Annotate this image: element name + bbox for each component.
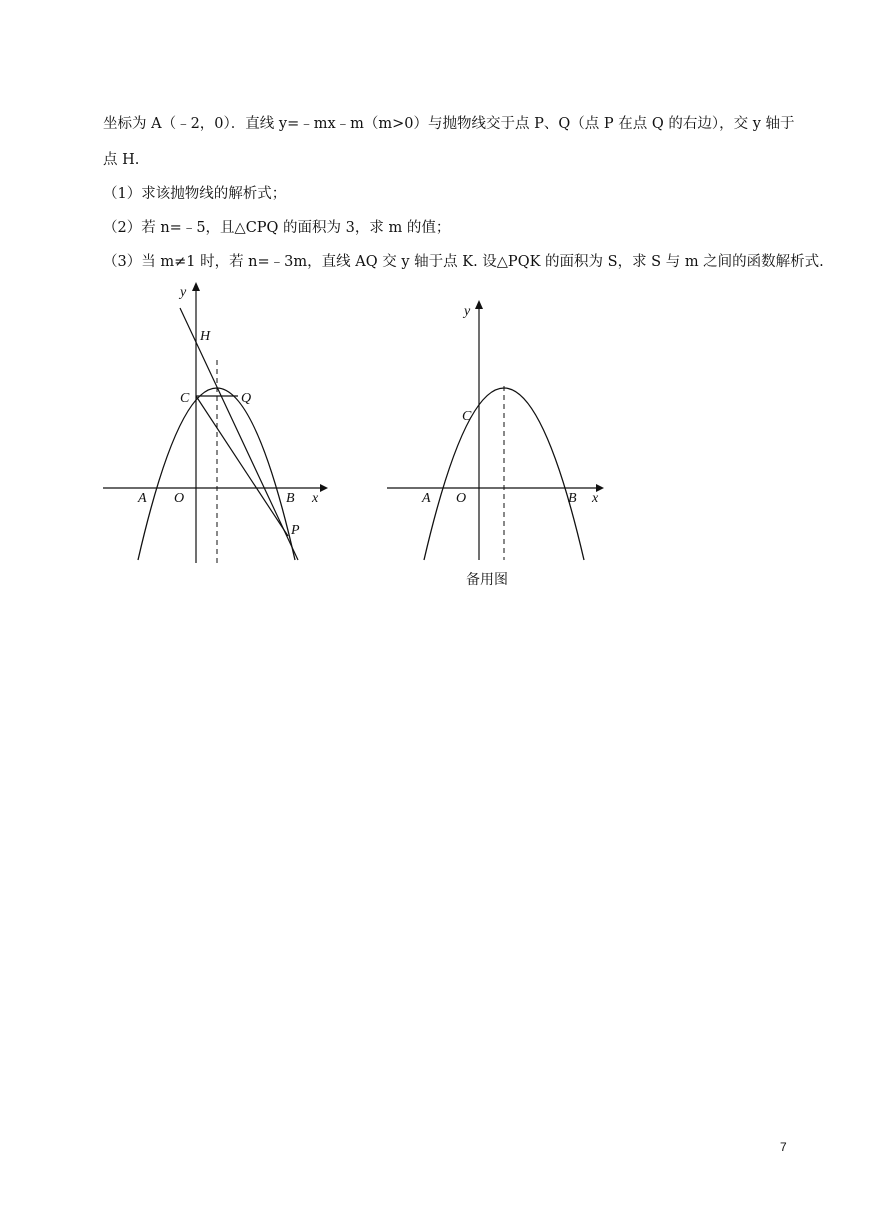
figure-1 [98,278,338,568]
figure-2-caption: 备用图 [466,573,508,588]
y-axis-arrow [475,300,483,309]
label-h: H [200,329,211,344]
label-p: P [291,523,300,538]
y-axis-arrow [192,282,200,291]
label-a: A [138,491,147,506]
label-x: x [312,491,319,506]
figure-2 [382,278,622,590]
figure-2-graph [382,278,622,590]
label-y: y [464,304,471,319]
figure-1-graph [98,278,338,568]
page-number: 7 [780,1140,787,1154]
problem-line-2: 点 H. [103,152,140,168]
question-2: （2）若 n=﹣5，且△CPQ 的面积为 3，求 m 的值； [103,220,451,236]
label-y: y [180,285,187,300]
label-a: A [422,491,431,506]
x-axis-arrow [320,484,328,492]
problem-line-1: 坐标为 A（﹣2，0）．直线 y=﹣mx﹣m（m>0）与抛物线交于点 P、Q（点 P 在点 Q 的右边），交 y 轴于 [103,116,795,132]
label-c: C [462,409,472,424]
line-hp [180,308,298,560]
question-1: （1）求该抛物线的解析式； [103,186,287,202]
label-x: x [592,491,599,506]
label-o: O [174,491,185,506]
label-b: B [568,491,577,506]
label-b: B [286,491,295,506]
question-3: （3）当 m≠1 时，若 n=﹣3m，直线 AQ 交 y 轴于点 K. 设△PQK 的面积为 S，求 S 与 m 之间的函数解析式. [103,254,824,270]
label-o: O [456,491,467,506]
segment-cp [196,396,288,536]
label-q: Q [241,391,252,406]
label-c: C [180,391,190,406]
